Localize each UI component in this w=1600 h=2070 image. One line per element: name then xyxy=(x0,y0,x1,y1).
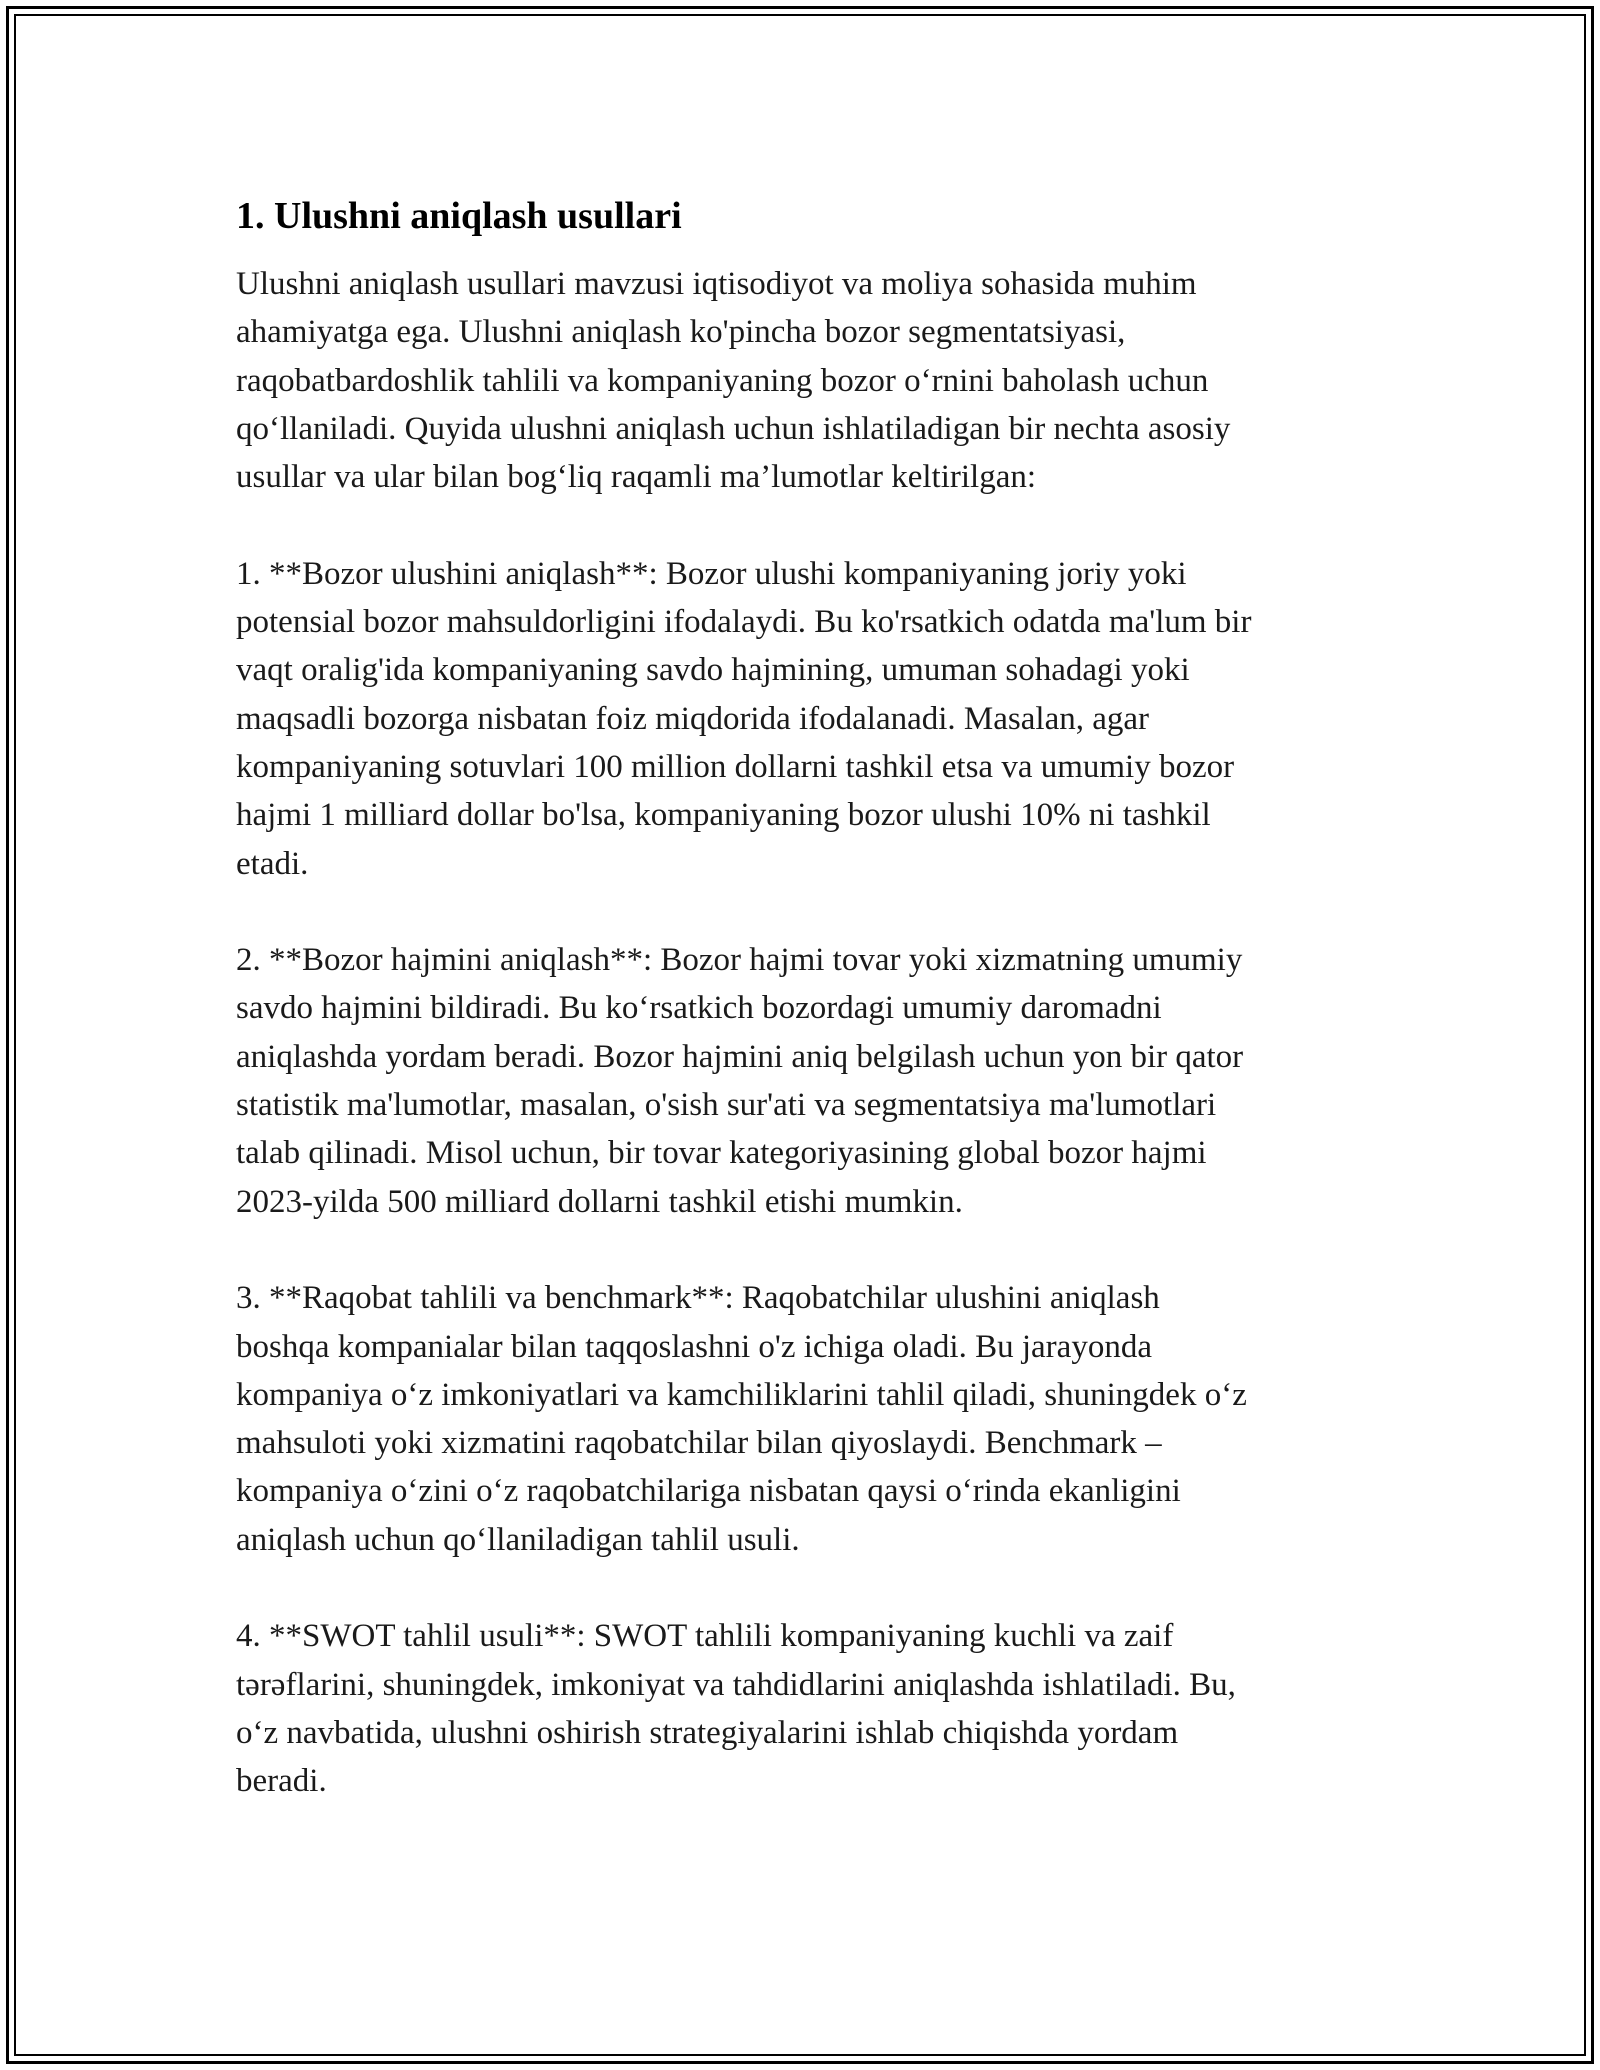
text-line: kompaniya o‘zini o‘z raqobatchilariga nisbatan qaysi o‘rinda ekanligini xyxy=(236,1473,1181,1510)
text-line: Ulushni aniqlash usullari mavzusi iqtisodiyot va moliya sohasida muhim xyxy=(236,266,1197,302)
text-line: 2023-yilda 500 milliard dollarni tashkil etishi mumkin. xyxy=(236,1183,963,1220)
paragraph-intro xyxy=(236,260,1386,501)
text-line: mahsuloti yoki xizmatini raqobatchilar bilan qiyoslaydi. Benchmark – xyxy=(236,1425,1162,1462)
text-line: aniqlashda yordam beradi. Bozor hajmini aniq belgilash uchun yon bir qator xyxy=(236,1038,1244,1075)
text-line: potensial bozor mahsuldorligini ifodalaydi. Bu ko'rsatkich odatda ma'lum bir xyxy=(236,604,1252,641)
text-line: raqobatbardoshlik tahlili va kompaniyaning bozor o‘rnini baholash uchun xyxy=(236,362,1209,399)
text-line: vaqt oralig'ida kompaniyaning savdo hajmining, umuman sohadagi yoki xyxy=(236,652,1190,689)
paragraph-item-3 xyxy=(236,1274,1386,1564)
text-line: hajmi 1 milliard dollar bo'lsa, kompaniyaning bozor ulushi 10% ni tashkil xyxy=(236,797,1211,834)
text-line: talab qilinadi. Misol uchun, bir tovar kategoriyasining global bozor hajmi xyxy=(236,1135,1207,1172)
text-line: ahamiyatga ega. Ulushni aniqlash ko'pincha bozor segmentatsiyasi, xyxy=(236,314,1126,351)
text-line: 2. **Bozor hajmini aniqlash**: Bozor hajmi tovar yoki xizmatning umumiy xyxy=(236,942,1243,979)
text-line: o‘z navbatida, ulushni oshirish strategiyalarini ishlab chiqishda yordam xyxy=(236,1714,1179,1751)
paragraph-item-1 xyxy=(236,550,1386,888)
text-line: etadi. xyxy=(236,845,309,882)
text-line: tərəflarini, shuningdek, imkoniyat va tahdidlarini aniqlashda ishlatiladi. Bu, xyxy=(236,1666,1236,1703)
paragraph-item-4 xyxy=(236,1612,1386,1805)
text-line: statistik ma'lumotlar, masalan, o'sish sur'ati va segmentatsiya ma'lumotlari xyxy=(236,1087,1217,1124)
text-line: 3. **Raqobat tahlili va benchmark**: Raqobatchilar ulushini aniqlash xyxy=(236,1280,1160,1317)
text-line: qo‘llaniladi. Quyida ulushni aniqlash uchun ishlatiladigan bir nechta asosiy xyxy=(236,410,1231,447)
text-line: 4. **SWOT tahlil usuli**: SWOT tahlili kompaniyaning kuchli va zaif xyxy=(236,1618,1174,1655)
text-line: boshqa kompanialar bilan taqqoslashni o'z ichiga oladi. Bu jarayonda xyxy=(236,1328,1152,1365)
document-body xyxy=(236,188,1386,1854)
section-heading: 1. Ulushni aniqlash usullari xyxy=(236,195,682,237)
text-line: aniqlash uchun qo‘llaniladigan tahlil usuli. xyxy=(236,1521,800,1558)
text-line: usullar va ular bilan bog‘liq raqamli ma’lumotlar keltirilgan: xyxy=(236,459,1037,496)
paragraph-item-2 xyxy=(236,936,1386,1226)
text-line: kompaniyaning sotuvlari 100 million dollarni tashkil etsa va umumiy bozor xyxy=(236,748,1235,785)
text-line: 1. **Bozor ulushini aniqlash**: Bozor ulushi kompaniyaning joriy yoki xyxy=(236,555,1187,592)
text-line: maqsadli bozorga nisbatan foiz miqdorida ifodalanadi. Masalan, agar xyxy=(236,700,1150,737)
text-line: kompaniya o‘z imkoniyatlari va kamchiliklarini tahlil qiladi, shuningdek o‘z xyxy=(236,1376,1247,1413)
text-line: beradi. xyxy=(236,1763,327,1800)
text-line: savdo hajmini bildiradi. Bu ko‘rsatkich bozordagi umumiy daromadni xyxy=(236,990,1162,1027)
